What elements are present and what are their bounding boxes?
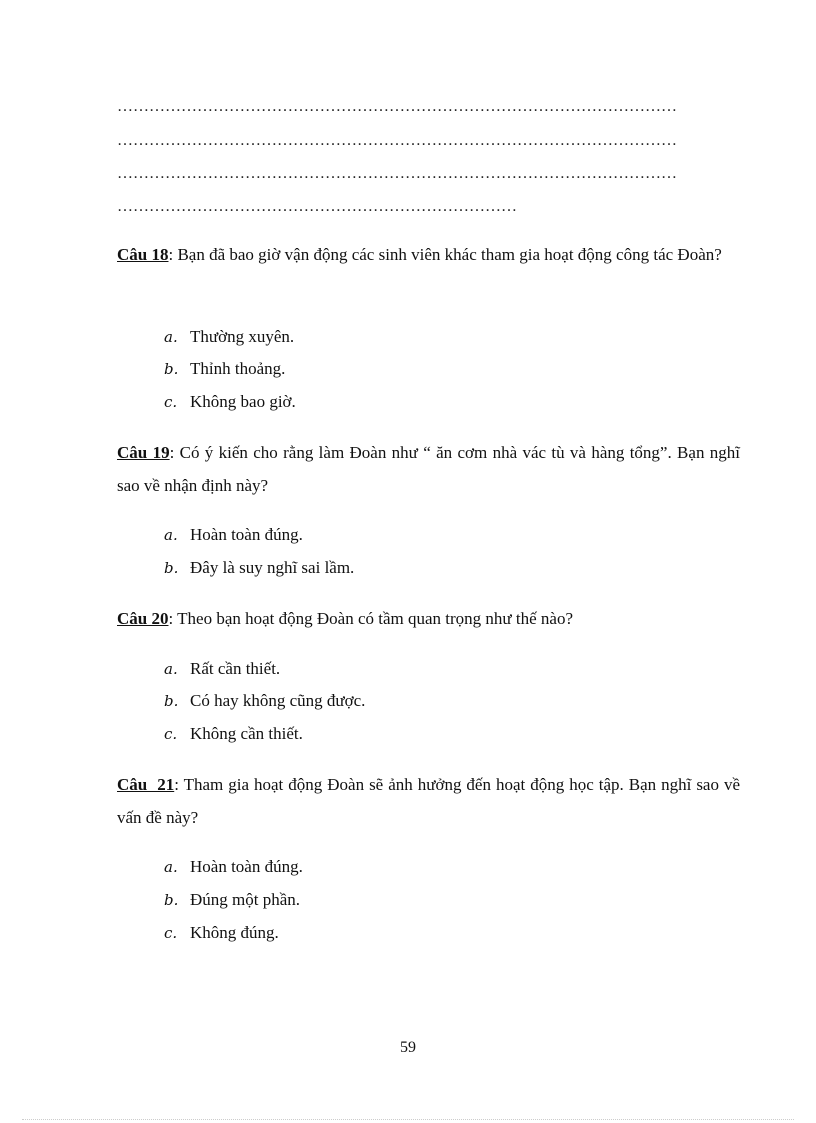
option-b <box>164 358 285 380</box>
question-18 <box>117 238 740 271</box>
option-text: Hoàn toàn đúng. <box>190 525 303 544</box>
option-letter: a. <box>164 858 178 876</box>
question-label: Câu 20 <box>117 609 169 628</box>
option-c <box>164 922 279 944</box>
option-letter: b. <box>164 559 179 577</box>
option-b <box>164 889 300 911</box>
option-text: Không cần thiết. <box>190 724 303 743</box>
option-letter: a. <box>164 328 178 346</box>
option-letter: a. <box>164 526 178 544</box>
option-letter: c. <box>164 393 178 411</box>
option-c <box>164 391 296 413</box>
question-19 <box>117 436 740 502</box>
question-text: : Tham gia hoạt động Đoàn sẽ ảnh hưởng đến hoạt động học tập. Bạn nghĩ sao về vấn đề này? <box>117 775 741 827</box>
page-bottom-divider <box>22 1119 794 1120</box>
option-letter: c. <box>164 924 178 942</box>
option-letter: c. <box>164 725 178 743</box>
option-a <box>164 326 294 348</box>
question-label: Câu 19 <box>117 443 170 462</box>
option-text: Thỉnh thoảng. <box>190 359 286 378</box>
option-a <box>164 524 303 546</box>
option-letter: a. <box>164 660 178 678</box>
option-text: Không bao giờ. <box>190 392 296 411</box>
answer-line: …………………………………………………………………………………………… <box>117 98 677 115</box>
option-text: Có hay không cũng được. <box>190 691 366 710</box>
question-label: Câu 18 <box>117 245 169 264</box>
option-text: Đúng một phần. <box>190 890 301 909</box>
option-b <box>164 557 354 579</box>
option-letter: b. <box>164 891 179 909</box>
option-a <box>164 658 280 680</box>
question-21 <box>117 768 740 834</box>
question-20 <box>117 602 740 635</box>
option-text: Không đúng. <box>190 923 279 942</box>
option-text: Thường xuyên. <box>190 327 295 346</box>
option-c <box>164 723 303 745</box>
answer-line: ………………………………………………………………… <box>117 198 517 215</box>
question-label: Câu 21 <box>117 775 175 794</box>
option-a <box>164 856 303 878</box>
question-text: : Có ý kiến cho rằng làm Đoàn như “ ăn cơm nhà vác tù và hàng tổng”. Bạn nghĩ sao về nhận định này? <box>117 443 740 495</box>
option-letter: b. <box>164 692 179 710</box>
option-b <box>164 690 365 712</box>
page-number: 59 <box>400 1039 416 1056</box>
option-text: Hoàn toàn đúng. <box>190 857 303 876</box>
answer-line: …………………………………………………………………………………………… <box>117 165 677 182</box>
option-text: Rất cần thiết. <box>190 659 281 678</box>
question-text: : Theo bạn hoạt động Đoàn có tầm quan trọng như thế nào? <box>168 609 574 628</box>
option-text: Đây là suy nghĩ sai lầm. <box>190 558 355 577</box>
option-letter: b. <box>164 360 179 378</box>
answer-line: …………………………………………………………………………………………… <box>117 132 677 149</box>
question-text: : Bạn đã bao giờ vận động các sinh viên khác tham gia hoạt động công tác Đoàn? <box>168 245 722 264</box>
